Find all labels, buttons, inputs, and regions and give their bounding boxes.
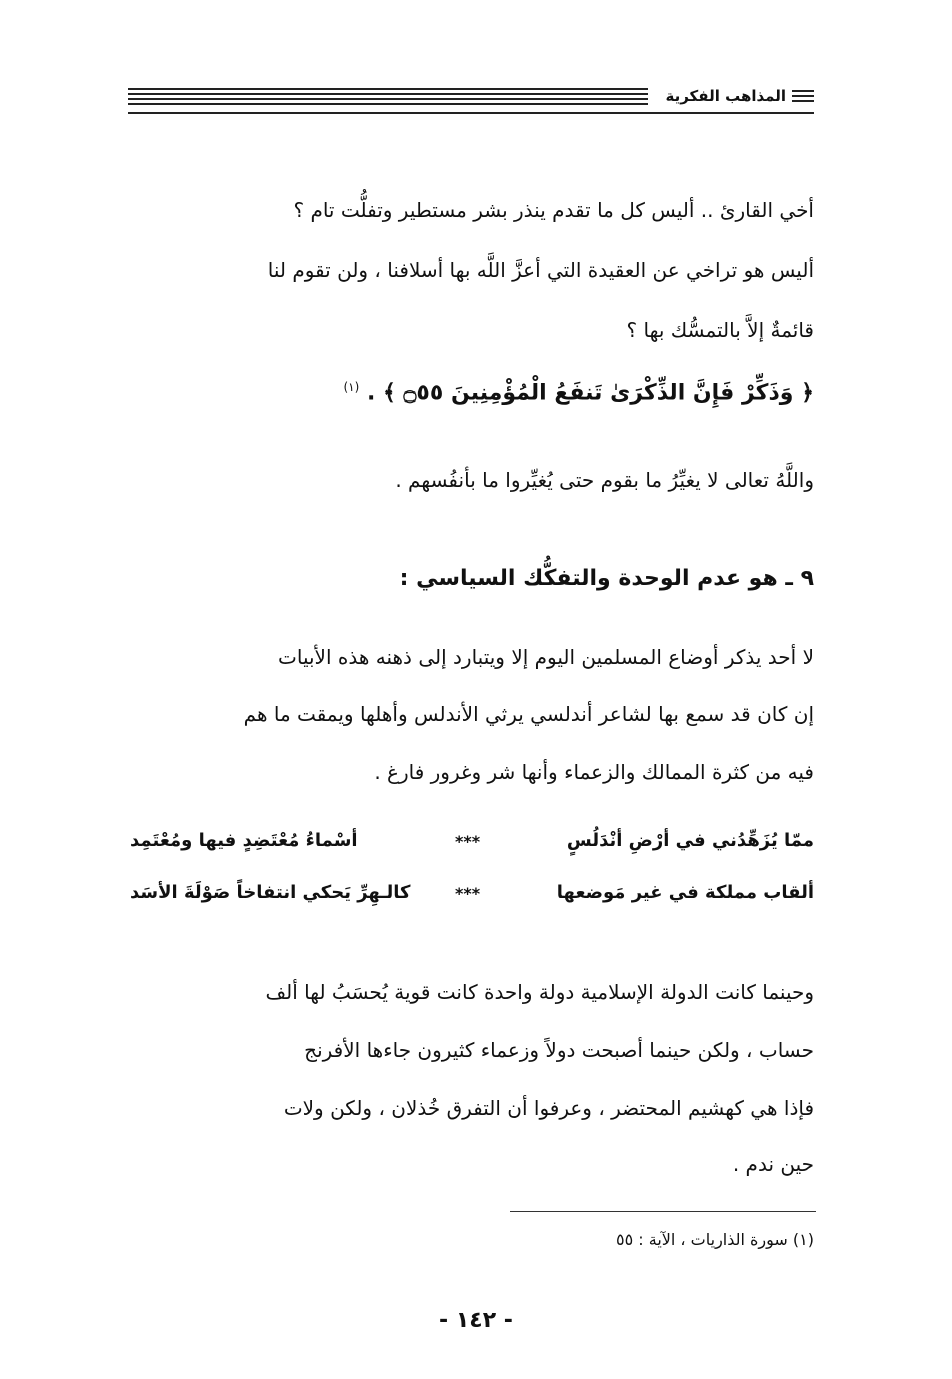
- page-number: - ١٤٢ -: [439, 1308, 513, 1333]
- verse-footnote-ref: (١): [343, 380, 360, 394]
- p2-line: واللَّهُ تعالى لا يغيِّرُ ما بقوم حتى يُغيِّروا ما بأنفُسهم .: [395, 468, 814, 492]
- p1-line-1: أخي القارئ .. أليس كل ما تقدم ينذر بشر مستطير وتفلُّت تام ؟: [293, 198, 814, 222]
- header-small-rules: [792, 90, 814, 105]
- poem-verse-1-first-half: ممّا يُزَهِّدُني في أرْضِ أنْدَلُسٍ: [566, 830, 814, 851]
- section-heading: ٩ ـ هو عدم الوحدة والتفكُّك السياسي :: [399, 566, 814, 591]
- p4-line-3: فإذا هي كهشيم المحتضر ، وعرفوا أن التفرق خُذلان ، ولكن ولات: [283, 1096, 814, 1120]
- quran-verse: [343, 380, 814, 405]
- poem-separator: ***: [455, 884, 481, 903]
- header-title: المذاهب الفكرية: [665, 87, 786, 105]
- p1-line-3: قائمةٌ إلاَّ بالتمسُّك بها ؟: [626, 318, 814, 342]
- p4-line-4: حين ندم .: [732, 1152, 814, 1176]
- p4-line-1: وحينما كانت الدولة الإسلامية دولة واحدة كانت قوية يُحسَبُ لها ألف: [265, 980, 814, 1004]
- verse-text: ﴿ وَذَكِّرْ فَإِنَّ الذِّكْرَىٰ تَنفَعُ الْمُؤْمِنِينَ ۝٥٥ ﴾ .: [366, 380, 814, 406]
- p3-line-3: فيه من كثرة الممالك والزعماء وأنها شر وغرور فارغ .: [374, 760, 814, 784]
- running-header: [128, 82, 814, 112]
- poem-separator: ***: [455, 832, 481, 851]
- poem-verse-2-second-half: كالـهِرِّ يَحكي انتفاخاً صَوْلَةَ الأسَد: [130, 882, 411, 903]
- header-bottom-rule: [128, 112, 814, 114]
- poem-verse-2-first-half: ألقاب مملكة في غير مَوضعها: [556, 882, 814, 903]
- p3-line-1: لا أحد يذكر أوضاع المسلمين اليوم إلا ويتبارد إلى ذهنه هذه الأبيات: [278, 645, 814, 669]
- footnote: (١) سورة الذاريات ، الآية : ٥٥: [615, 1230, 814, 1249]
- poem-verse-1-second-half: أسْماءُ مُعْتَضِدٍ فيها ومُعْتَمِد: [130, 830, 358, 851]
- p1-line-2: أليس هو تراخي عن العقيدة التي أعزَّ اللَّه بها أسلافنا ، ولن تقوم لنا: [267, 258, 814, 282]
- header-decorative-rules: [128, 88, 648, 108]
- p3-line-2: إن كان قد سمع بها لشاعر أندلسي يرثي الأندلس وأهلها ويمقت ما هم: [243, 702, 814, 726]
- p4-line-2: حساب ، ولكن حينما أصبحت دولاً وزعماء كثيرون جاءها الأفرنج: [304, 1038, 814, 1062]
- footnote-separator: [510, 1211, 816, 1212]
